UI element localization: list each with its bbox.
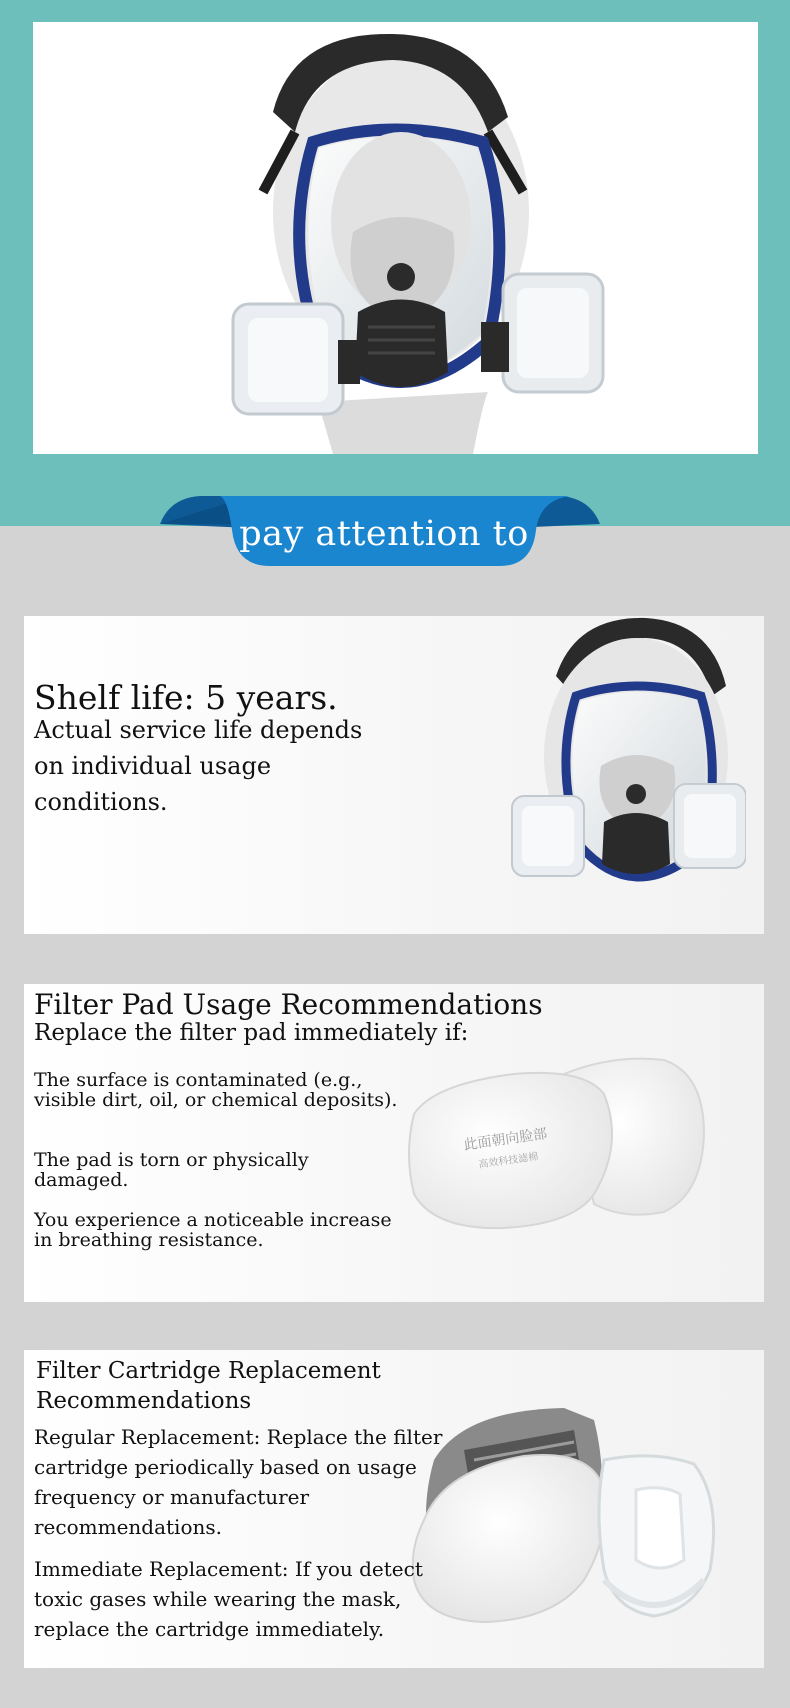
filter-pad-item-2: The pad is torn or physically damaged.	[34, 1149, 309, 1191]
banner-title: pay attention to	[239, 514, 529, 554]
full-face-gas-mask-image	[33, 22, 758, 454]
filter-cartridge-image	[404, 1380, 744, 1650]
hero-image-card	[33, 22, 758, 454]
filter-cartridge-title: Filter Cartridge Replacement Recommendations	[36, 1358, 381, 1414]
filter-pad-item-3: You experience a noticeable increase in breathing resistance.	[34, 1209, 392, 1251]
shelf-life-heading: Shelf life: 5 years.	[34, 678, 338, 717]
shelf-life-text: Actual service life depends on individual usage conditions.	[34, 716, 363, 816]
regular-replacement-text: Regular Replacement: Replace the filter cartridge periodically based on usage frequency or manufacturer recommendations.	[34, 1425, 443, 1539]
gas-mask-image	[486, 616, 746, 892]
pad-label-1: 此面朝向脸部	[462, 1125, 549, 1154]
filter-pad-card	[24, 984, 764, 1302]
filter-pad-image	[404, 1044, 744, 1244]
filter-pad-item-1: The surface is contaminated (e.g., visible dirt, oil, or chemical deposits).	[34, 1069, 398, 1111]
filter-pad-title: Filter Pad Usage Recommendations	[34, 988, 543, 1021]
filter-pad-subtitle: Replace the filter pad immediately if:	[34, 1020, 469, 1046]
pad-label-2: 高效科技滤棉	[477, 1151, 539, 1171]
filter-cartridge-card	[24, 1350, 764, 1668]
shelf-life-card	[24, 616, 764, 934]
immediate-replacement-text: Immediate Replacement: If you detect toxic gases while wearing the mask, replace the cartridge immediately.	[34, 1557, 423, 1641]
